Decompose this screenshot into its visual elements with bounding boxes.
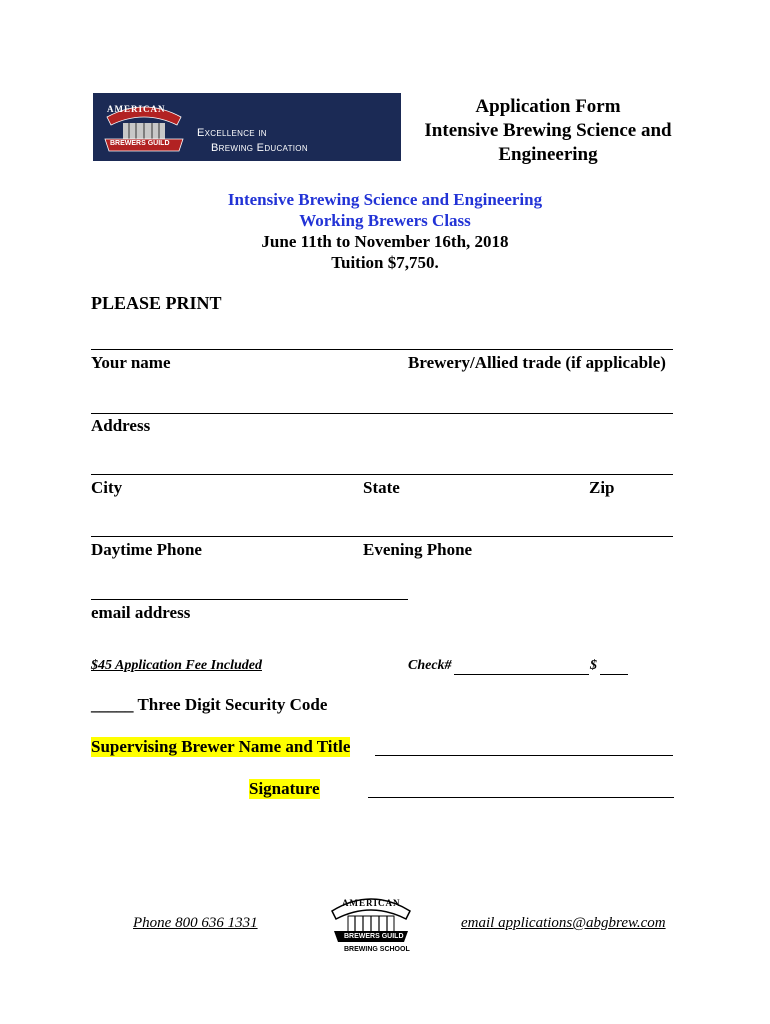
title-line-1: Application Form [475,96,621,117]
footer-logo-top-text: AMERICAN [342,898,401,908]
footer-logo [328,891,414,957]
address-field[interactable] [91,393,673,414]
brewery-label: Brewery/Allied trade (if applicable) [408,353,666,372]
security-code-blank[interactable]: _____ [91,695,134,714]
dollar-sign: $ [590,658,597,673]
daytime-phone-label: Daytime Phone [91,540,202,559]
zip-label: Zip [589,478,615,497]
evening-phone-label: Evening Phone [363,540,473,559]
course-name: Intensive Brewing Science and Engineering [227,190,543,209]
email-field[interactable] [91,579,408,600]
address-label: Address [91,416,151,435]
signature-field[interactable] [368,777,674,798]
check-number-field[interactable] [454,657,589,675]
footer-email[interactable]: email applications@abgbrew.com [461,915,666,931]
state-label: State [363,478,400,497]
course-dates: June 11th to November 16th, 2018 [261,232,509,251]
name-brewery-field[interactable] [91,329,673,350]
title-line-3: Engineering [498,144,598,165]
signature-label: Signature [249,779,320,798]
logo-banner-text: BREWERS GUILD [110,140,170,147]
footer-logo-banner-text: BREWERS GUILD [344,933,404,940]
footer-phone[interactable]: Phone 800 636 1331 [133,915,258,931]
security-code-text: Three Digit Security Code [133,695,328,714]
city-state-zip-field[interactable] [91,454,673,475]
your-name-label: Your name [91,353,171,372]
title-line-2: Intensive Brewing Science and [424,120,672,141]
application-fee-text: $45 Application Fee Included [91,658,262,673]
phone-field[interactable] [91,516,673,537]
header-logo [93,93,401,161]
page-title [400,95,696,167]
footer-logo-bottom-text: BREWING SCHOOL [344,946,410,953]
check-label: Check# [408,658,452,673]
email-label: email address [91,603,191,622]
check-amount-field[interactable] [600,657,628,675]
supervisor-field[interactable] [375,735,673,756]
course-class: Working Brewers Class [299,211,471,230]
course-tuition: Tuition $7,750. [331,253,439,272]
city-label: City [91,478,123,497]
security-code-label [91,695,327,715]
course-info [0,189,770,273]
supervisor-label: Supervising Brewer Name and Title [91,737,351,756]
please-print-instruction: PLEASE PRINT [91,293,222,313]
logo-tagline-1: Excellence in [197,127,267,139]
logo-emblem-text: AMERICAN [107,104,166,114]
logo-tagline-2: Brewing Education [211,142,308,154]
